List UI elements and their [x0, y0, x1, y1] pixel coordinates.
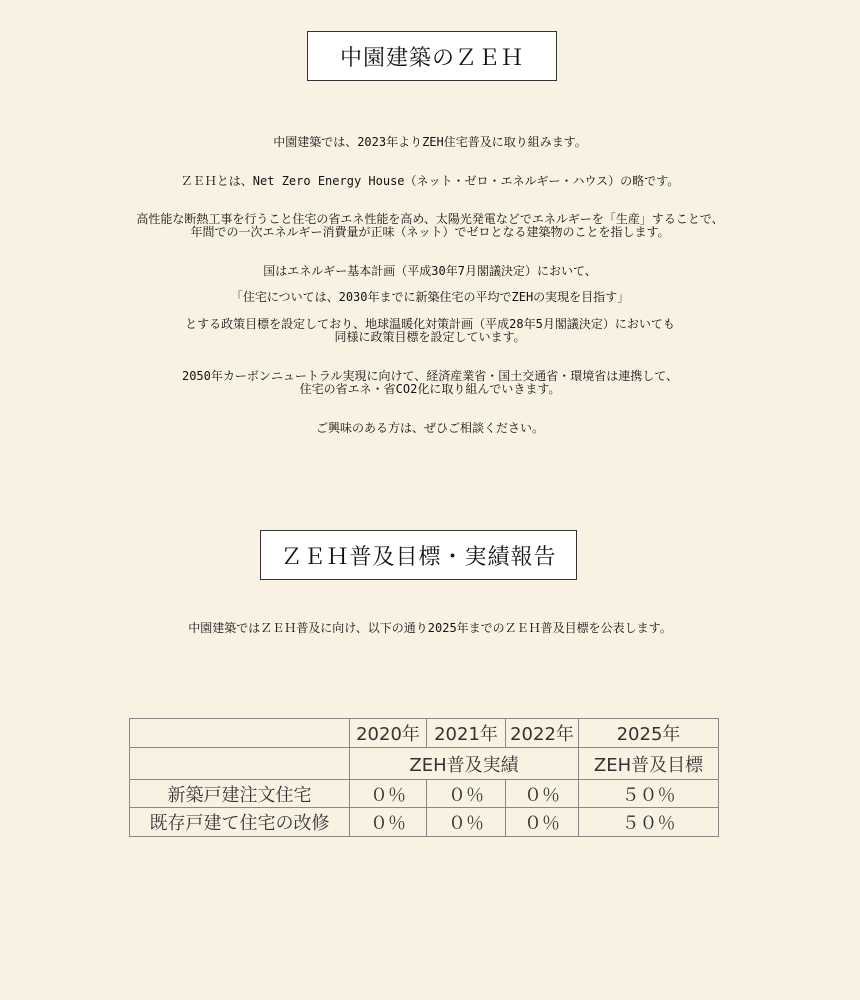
value-cell: ０％: [506, 780, 579, 808]
table-group-row: [130, 748, 719, 780]
text-line: 中園建築ではＺＥＨ普及に向け、以下の通り2025年までのＺＥＨ普及目標を公表します。: [188, 621, 672, 635]
text-line: 高性能な断熱工事を行うこと住宅の省エネ性能を高め、太陽光発電などでエネルギーを「生産」することで、: [136, 212, 724, 226]
zeh-report-intro: [0, 622, 860, 635]
zeh-explanation-paragraph: [0, 213, 860, 239]
actual-group-header: ZEH普及実績: [350, 748, 579, 780]
text-line: 住宅の省エネ・省CO2化に取り組んでいきます。: [299, 382, 561, 396]
value-cell: ５０％: [579, 780, 719, 808]
value-cell: ０％: [427, 780, 506, 808]
table-row: [130, 808, 719, 837]
text-line: 中園建築では、2023年よりZEH住宅普及に取り組みます。: [273, 135, 587, 149]
year-header-cell: 2022年: [506, 719, 579, 748]
zeh-section-title: [307, 31, 557, 81]
zeh-definition-paragraph: [0, 175, 860, 188]
value-cell: ０％: [506, 808, 579, 837]
text-line: 2050年カーボンニュートラル実現に向けて、経済産業省・国土交通省・環境省は連携して、: [181, 369, 679, 383]
target-group-header: ZEH普及目標: [579, 748, 719, 780]
zeh-report-title-text: ＺＥＨ普及目標・実績報告: [280, 544, 557, 570]
text-line: 国はエネルギー基本計画（平成30年7月閣議決定）において、: [263, 264, 597, 278]
year-header-cell: 2021年: [427, 719, 506, 748]
row-label-cell: 新築戸建注文住宅: [130, 780, 350, 808]
table-header-row: [130, 719, 719, 748]
zeh-report-title: [260, 530, 577, 580]
row-label-cell: 既存戸建て住宅の改修: [130, 808, 350, 837]
table-corner-cell: [130, 719, 350, 748]
value-cell: ０％: [350, 780, 427, 808]
intro-paragraph: [0, 136, 860, 149]
year-header-cell: 2020年: [350, 719, 427, 748]
value-cell: ０％: [427, 808, 506, 837]
zeh-section-title-text: 中園建築のＺＥＨ: [339, 45, 524, 71]
zeh-target-table: [129, 718, 719, 837]
text-line: 年間での一次エネルギー消費量が正味（ネット）でゼロとなる建築物のことを指します。: [190, 225, 670, 239]
carbon-neutral-paragraph: [0, 370, 860, 396]
text-line: ＺＥＨとは、Net Zero Energy House（ネット・ゼロ・エネルギー・ハウス）の略です。: [180, 174, 680, 188]
text-line: 「住宅については、2030年までに新築住宅の平均でZEHの実現を目指す」: [230, 290, 630, 304]
energy-plan-paragraph: [0, 265, 860, 278]
policy-quote-paragraph: [0, 291, 860, 304]
value-cell: ０％: [350, 808, 427, 837]
text-line: 同様に政策目標を設定しています。: [334, 330, 526, 344]
policy-target-paragraph: [0, 318, 860, 344]
table-empty-cell: [130, 748, 350, 780]
contact-paragraph: [0, 422, 860, 435]
text-line: ご興味のある方は、ぜひご相談ください。: [315, 421, 544, 435]
year-header-cell: 2025年: [579, 719, 719, 748]
text-line: とする政策目標を設定しており、地球温暖化対策計画（平成28年5月閣議決定）においても: [185, 317, 675, 331]
value-cell: ５０％: [579, 808, 719, 837]
table-row: [130, 780, 719, 808]
